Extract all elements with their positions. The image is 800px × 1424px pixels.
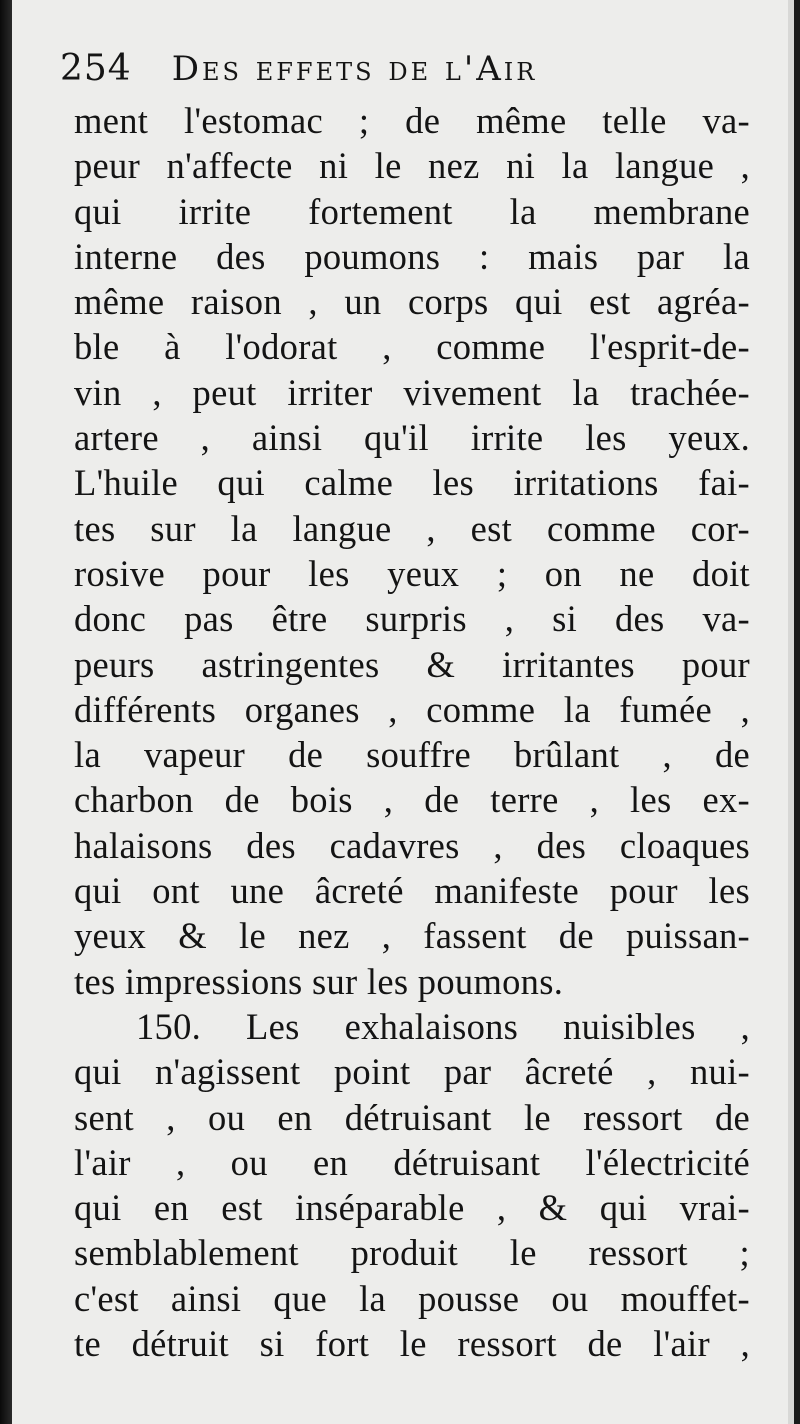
text-line: tes sur la langue , est comme cor-	[74, 507, 750, 549]
text-line: tes impressions sur les poumons.	[74, 960, 564, 1002]
book-page	[12, 0, 794, 1424]
text-line: la vapeur de souffre brûlant , de	[74, 734, 750, 776]
text-line: ment l'estomac ; de même telle va-	[74, 100, 750, 141]
text-line: L'huile qui calme les irritations fai-	[74, 462, 750, 504]
page-edge	[788, 0, 794, 1424]
page-header	[60, 48, 537, 98]
paragraph-150-first-line: 150. Les exhalaisons nuisibles ,	[136, 1005, 750, 1047]
text-line: semblablement produit le ressort ;	[74, 1232, 750, 1274]
text-line: sent , ou en détruisant le ressort de	[74, 1096, 750, 1138]
text-line: rosive pour les yeux ; on ne doit	[74, 552, 750, 594]
text-line: peurs astringentes & irritantes pour	[74, 643, 750, 685]
text-line: charbon de bois , de terre , les ex-	[74, 779, 750, 821]
text-line: donc pas être surpris , si des va-	[74, 598, 750, 640]
text-line: artere , ainsi qu'il irrite les yeux.	[74, 417, 750, 459]
text-line: interne des poumons : mais par la	[74, 235, 750, 277]
text-line: même raison , un corps qui est agréa-	[74, 281, 750, 323]
page-number: 254	[60, 48, 132, 89]
text-line: te détruit si fort le ressort de l'air ,	[74, 1323, 750, 1365]
text-line: différents organes , comme la fumée ,	[74, 688, 750, 730]
text-line: l'air , ou en détruisant l'électricité	[74, 1141, 750, 1183]
text-line: qui ont une âcreté manifeste pour les	[74, 870, 750, 912]
text-line: ble à l'odorat , comme l'esprit-de-	[74, 326, 750, 368]
body-text	[74, 98, 750, 1366]
book-gutter-shadow	[0, 0, 12, 1424]
text-line: qui en est inséparable , & qui vrai-	[74, 1187, 750, 1229]
text-line: peur n'affecte ni le nez ni la langue ,	[74, 145, 750, 187]
running-head: Des effets de l'Air	[171, 49, 538, 89]
text-line: vin , peut irriter vivement la trachée-	[74, 371, 750, 413]
text-line: yeux & le nez , fassent de puissan-	[74, 915, 750, 957]
text-line: c'est ainsi que la pousse ou mouffet-	[74, 1277, 750, 1319]
text-line: qui n'agissent point par âcreté , nui-	[74, 1051, 750, 1093]
text-line: halaisons des cadavres , des cloaques	[74, 824, 750, 866]
text-line: qui irrite fortement la membrane	[74, 190, 750, 232]
